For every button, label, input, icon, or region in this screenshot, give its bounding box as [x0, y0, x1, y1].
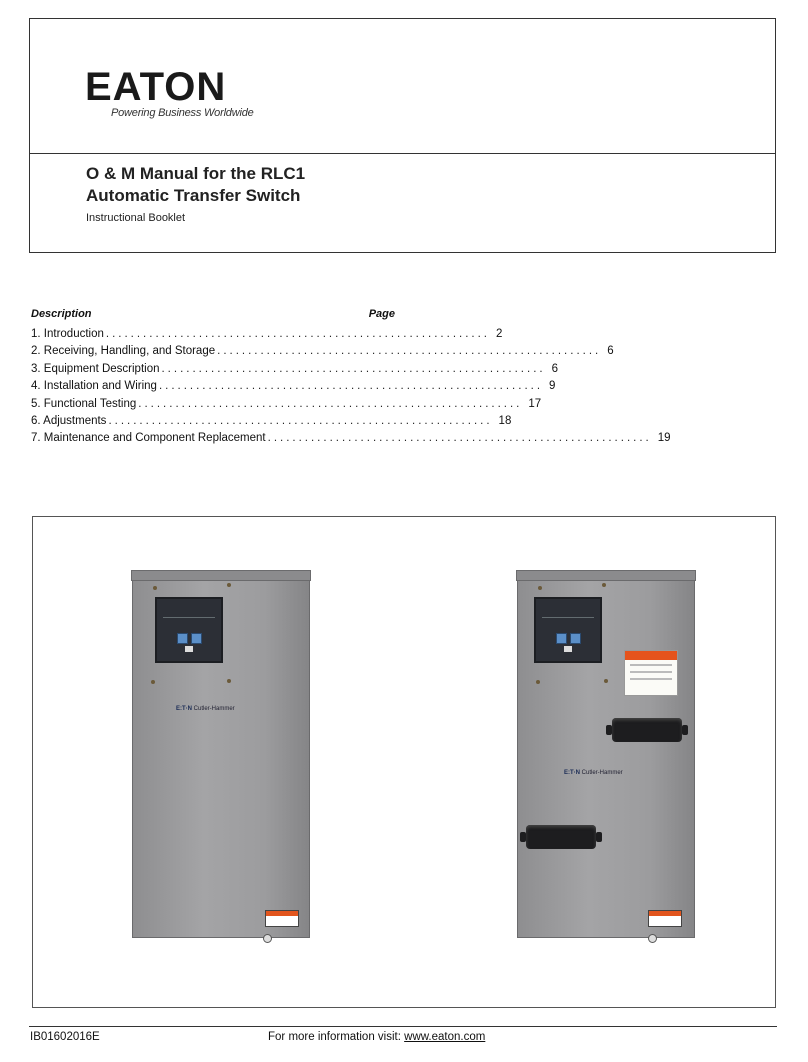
eaton-logo — [85, 65, 254, 119]
screw — [227, 679, 231, 683]
nameplate-text: Cutler-Hammer — [193, 706, 235, 712]
controller-button — [556, 633, 567, 644]
toc-item-label: 3. Equipment Description — [31, 362, 160, 375]
door-latch — [263, 934, 272, 943]
toc-leader-dots: .............................................................. — [105, 328, 490, 340]
toc-item-label: 5. Functional Testing — [31, 397, 137, 410]
toc-item-page: 9 — [549, 380, 556, 393]
document-title — [86, 163, 305, 207]
warning-sticker — [648, 910, 682, 927]
screw — [604, 679, 608, 683]
conduit-knockout — [526, 825, 596, 849]
toc-item-label: 4. Installation and Wiring — [31, 380, 157, 393]
screw — [602, 583, 606, 587]
toc-item[interactable] — [31, 397, 542, 415]
warning-label-band — [625, 651, 677, 660]
brand-tagline: Powering Business Worldwide — [111, 107, 254, 119]
nameplate-logo: E:T·N — [176, 706, 192, 712]
toc-leader-dots: .............................................................. — [158, 380, 544, 393]
toc-item-page: 6 — [551, 362, 558, 375]
toc-item[interactable] — [31, 380, 556, 397]
toc-item-page: 6 — [607, 345, 614, 358]
controller-button — [191, 633, 202, 644]
product-photo — [32, 516, 776, 1008]
controller-button — [570, 633, 581, 644]
toc-leader-dots: .............................................................. — [138, 397, 523, 410]
warning-label-text — [630, 678, 672, 680]
brand-logo-text: EATON — [85, 65, 227, 109]
controller-panel — [534, 597, 602, 663]
nameplate-text: Cutler-Hammer — [581, 770, 623, 776]
nameplate-logo: E:T·N — [564, 770, 580, 776]
controller-display — [542, 617, 594, 642]
screw — [538, 586, 542, 590]
footer-rule — [29, 1026, 777, 1027]
toc-leader-dots: .............................................................. — [161, 362, 546, 375]
toc-item[interactable] — [31, 345, 614, 362]
warning-label-text — [630, 671, 672, 673]
toc-item-page: 18 — [498, 414, 512, 427]
toc-item[interactable] — [31, 362, 558, 380]
toc-item-page: 19 — [657, 432, 671, 445]
toc-leader-dots: .............................................................. — [217, 345, 602, 358]
cabinet-nameplate — [564, 770, 623, 776]
table-of-contents — [31, 308, 671, 450]
footer-info — [268, 1031, 485, 1043]
toc-leader-dots: .............................................................. — [108, 414, 493, 427]
controller-panel — [155, 597, 223, 663]
warning-sticker — [265, 910, 299, 927]
toc-item-label: 2. Receiving, Handling, and Storage — [31, 345, 216, 358]
toc-header — [31, 308, 395, 320]
cabinet-nameplate — [176, 706, 235, 712]
toc-col-description: Description — [31, 308, 92, 320]
toc-item-page: 17 — [528, 397, 542, 410]
toc-item-label: 6. Adjustments — [31, 414, 107, 427]
warning-label-text — [630, 664, 672, 666]
toc-item[interactable] — [31, 414, 512, 432]
door-latch — [648, 934, 657, 943]
toc-col-page: Page — [368, 308, 395, 320]
toc-item[interactable] — [31, 432, 671, 449]
screw — [153, 586, 157, 590]
toc-item-label: 7. Maintenance and Component Replacement — [31, 432, 266, 445]
screw — [227, 583, 231, 587]
controller-button — [177, 633, 188, 644]
header-divider — [30, 153, 775, 154]
footer-info-text: For more information visit: — [268, 1031, 401, 1043]
header-box — [29, 18, 776, 253]
document-code: IB01602016E — [30, 1031, 100, 1043]
toc-item[interactable] — [31, 328, 503, 345]
toc-leader-dots: .............................................................. — [267, 432, 652, 445]
conduit-knockout — [612, 718, 682, 742]
warning-label — [624, 650, 678, 696]
screw — [536, 680, 540, 684]
controller-tag — [185, 646, 193, 652]
document-subtitle: Instructional Booklet — [86, 212, 186, 224]
title-line-2: Automatic Transfer Switch — [86, 186, 301, 205]
controller-display — [163, 617, 215, 642]
title-line-1: O & M Manual for the RLC1 — [86, 164, 306, 183]
eaton-website-link[interactable]: www.eaton.com — [404, 1031, 486, 1043]
toc-item-page: 2 — [496, 328, 503, 340]
controller-tag — [564, 646, 572, 652]
screw — [151, 680, 155, 684]
toc-item-label: 1. Introduction — [31, 328, 104, 340]
